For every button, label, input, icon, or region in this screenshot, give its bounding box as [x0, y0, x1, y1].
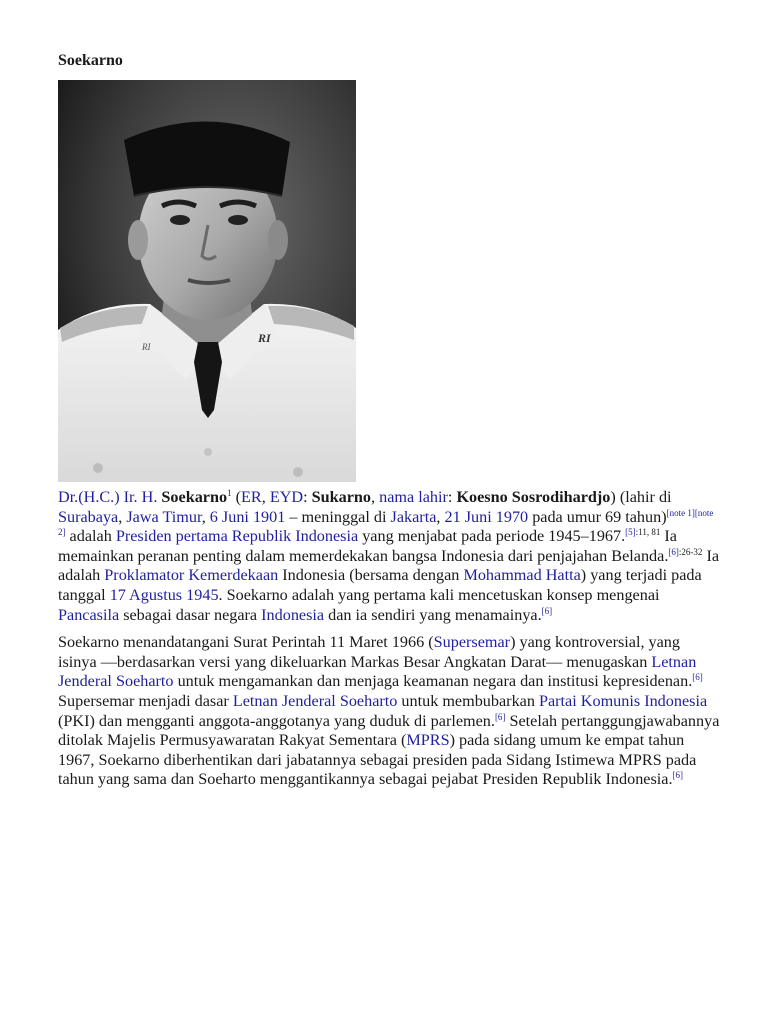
- subject-name: Soekarno: [161, 488, 228, 506]
- link-proklamator[interactable]: Proklamator Kemerdekaan: [104, 566, 279, 585]
- link-partai-komunis-indonesia[interactable]: Partai Komunis Indonesia: [538, 691, 708, 710]
- link-presiden-pertama[interactable]: Presiden pertama Republik Indonesia: [115, 527, 359, 546]
- supersemar-paragraph: Soekarno menandatangani Surat Perintah 11 Maret 1966 (Supersemar) yang kontroversial, yang isinya —berdasarkan versi yang dikeluarkan Markas Besar Angkatan Darat— menugaskan Letnan Jenderal Soeharto untuk mengamankan dan menjaga keamanan negara dan institusi kepresidenan.[6] Supersemar menjadi dasar Letnan Jenderal Soeharto untuk membubarkan Partai Komunis Indonesia (PKI) dan mengganti anggota-anggotanya yang duduk di parlemen.[6] Setelah pertanggungjawabannya ditolak Majelis Permusyawaratan Rakyat Sementara (MPRS) pada sidang umum ke empat tahun 1967, Soekarno diberhentikan dari jabatannya sebagai presiden pada Sidang Istimewa MPRS pada tahun yang sama dan Soeharto menggantikannya sebagai pejabat Presiden Republik Indonesia.[6]: [58, 633, 720, 789]
- collar-badge-left: RI: [142, 342, 151, 352]
- link-jakarta[interactable]: Jakarta: [390, 507, 437, 526]
- link-surabaya[interactable]: Surabaya: [58, 507, 119, 526]
- citation-5[interactable]: [5]: [625, 527, 636, 538]
- link-nama-lahir[interactable]: nama lahir: [379, 488, 448, 506]
- citation-pages: :11, 81: [635, 527, 661, 538]
- link-letnan-jenderal-soeharto[interactable]: Letnan Jenderal Soeharto: [58, 652, 697, 691]
- link-letnan-jenderal-soeharto[interactable]: Letnan Jenderal Soeharto: [232, 691, 398, 710]
- citation-6[interactable]: [6]: [672, 770, 684, 781]
- citation-6[interactable]: [6]: [692, 672, 703, 683]
- portrait-photo: [58, 80, 356, 482]
- citation-6[interactable]: [6]: [668, 546, 679, 557]
- article: [58, 50, 720, 798]
- footnote-note-2[interactable]: [note 2]: [58, 507, 714, 538]
- link-er[interactable]: ER: [241, 488, 262, 506]
- link-17-agustus-1945[interactable]: 17 Agustus 1945: [109, 585, 219, 604]
- footnote-ref[interactable]: 1: [227, 488, 232, 498]
- citation-pages: :26-32: [678, 546, 703, 557]
- link-mohammad-hatta[interactable]: Mohammad Hatta: [463, 566, 581, 585]
- collar-badge-right: RI: [258, 331, 271, 345]
- link-indonesia[interactable]: Indonesia: [261, 605, 325, 624]
- link-mprs[interactable]: MPRS: [406, 731, 450, 750]
- page-title: Soekarno: [58, 52, 123, 69]
- link-pancasila[interactable]: Pancasila: [58, 605, 120, 624]
- citation-6[interactable]: [6]: [541, 605, 553, 616]
- citation-6[interactable]: [6]: [494, 711, 506, 722]
- name-eyd: Sukarno: [311, 488, 372, 506]
- link-death-date[interactable]: 21 Juni 1970: [444, 507, 529, 526]
- link-supersemar[interactable]: Supersemar: [433, 633, 511, 652]
- link-dr-hc-ir-h[interactable]: Dr.(H.C.) Ir. H.: [58, 488, 158, 506]
- link-jawa-timur[interactable]: Jawa Timur: [126, 507, 202, 526]
- birth-name: Koesno Sosrodihardjo: [456, 488, 611, 506]
- footnote-note-1[interactable]: [note 1]: [666, 507, 695, 518]
- intro-paragraph: Dr.(H.C.) Ir. H. Soekarno$^1$ (ER, EYD: Sukarno, nama lahir: Koesno Sosrodihardjo) (lahir di Surabaya, Jawa Timur, 6 Juni 1901 – meninggal di Jakarta, 21 Juni 1970 pada umur 69 tahun)[note 1][note 2] adalah Presiden pertama Republik Indonesia yang menjabat pada periode 1945–1967.$^{[5]:11, 81}$ Ia memainkan peranan penting dalam memerdekakan bangsa Indonesia dari penjajahan Belanda.$^{[6]:26-32}$ Ia adalah Proklamator Kemerdekaan Indonesia (bersama dengan Mohammad Hatta) yang terjadi pada tanggal 17 Agustus 1945. Soekarno adalah yang pertama kali mencetuskan konsep mengenai Pancasila sebagai dasar negara Indonesia dan ia sendiri yang menamainya.[6]: [58, 488, 720, 624]
- link-eyd[interactable]: EYD: [269, 488, 304, 506]
- link-birth-date[interactable]: 6 Juni 1901: [209, 507, 286, 526]
